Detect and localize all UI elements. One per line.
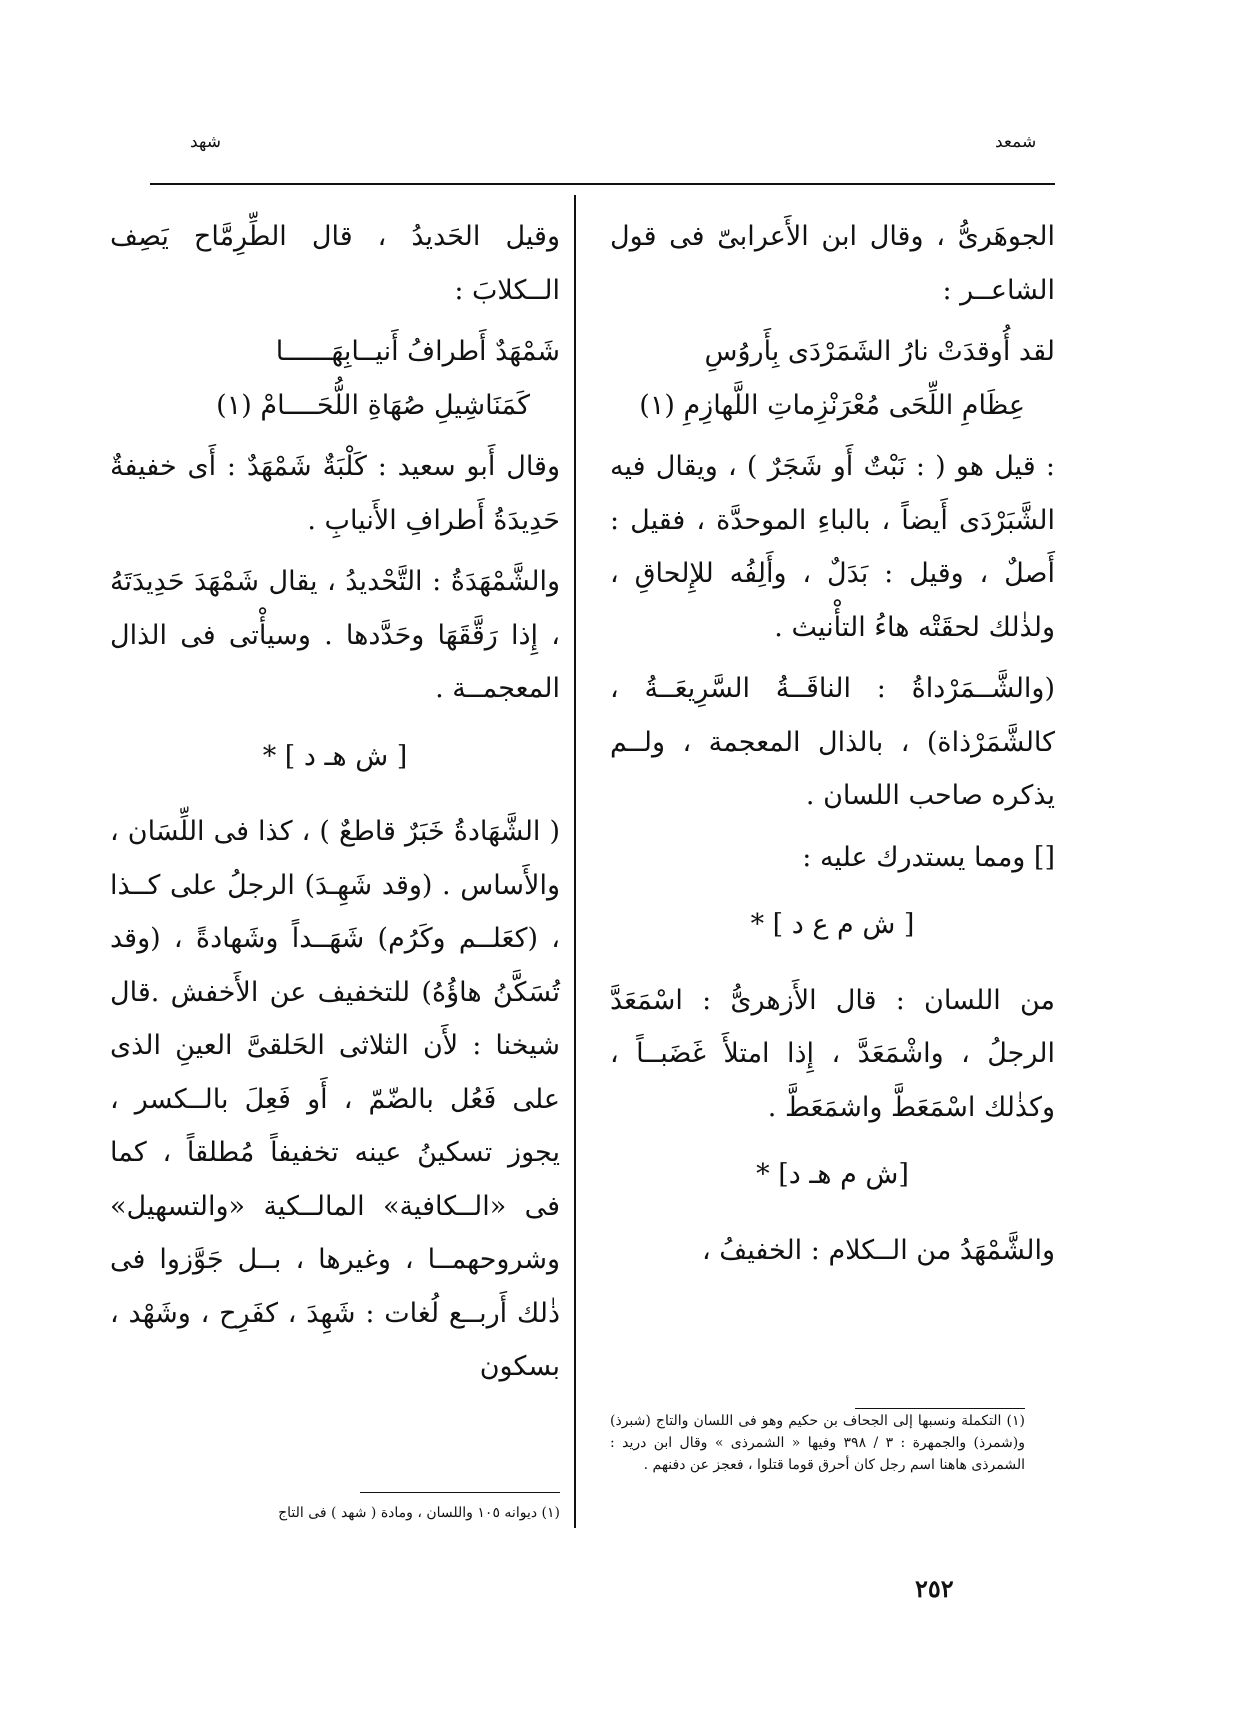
entry-heading: [ ش م ع د ] *	[750, 909, 915, 940]
entry-text: : قيل هو ( : نَبْتٌ أَو شَجَرٌ ) ، ويقال فيه الشَّبَرْدَى أَيضاً ، بالباءِ الموحدَّة ، فقيل : أَصلٌ ، وقيل : بَدَلٌ ، وأَلِفُه للإِلحاقِ ، ولذٰلك لحقَتْه هاءُ التأْنيث .	[610, 451, 1055, 643]
entry-heading: [ش م هـ د] *	[756, 1159, 909, 1190]
footnote-rule	[360, 1492, 560, 1493]
page-number: ٢٥٢	[915, 1574, 954, 1603]
footnote-right: (١) التكملة ونسبها إلى الجحاف بن حكيم وهو فى اللسان والتاج (شبرذ) و(شمرذ) والجمهرة : ٣ / ٣٩٨ وفيها « الشمرذى » وقال ابن دريد : الشمرذى هاهنا اسم رجل كان أحرق قوما قتلوا ، فعجز عن دفنهم .	[610, 1413, 1025, 1473]
column-divider	[574, 195, 576, 1528]
entry-heading: [ ش هـ د ] *	[262, 740, 408, 772]
verse-line: شَمْهَدٌ أَطرافُ أَنيــابِهَــــــا	[275, 336, 560, 367]
entry-text: [] ومما يستدرك عليه :	[802, 841, 1055, 873]
entry-text: والشَّمْهَدُ من الــكلام : الخفيفُ ،	[701, 1234, 1055, 1266]
entry-text: (والشَّــمَرْداةُ : الناقَــةُ السَّرِيعَــةُ ، كالشَّمَرْذاة) ، بالذال المعجمة ، ولــم يذكره صاحب اللسان .	[610, 673, 1055, 811]
entry-text: وقيل الحَديدُ ، قال الطِّرِمَّاح يَصِف الــكلابَ :	[110, 221, 560, 306]
left-column	[110, 210, 560, 1402]
footnote-rule	[855, 1408, 1025, 1409]
entry-text: وقال أَبو سعيد : كَلْبَةٌ شَمْهَدٌ : أَى خفيفةٌ حَدِيدَةُ أَطرافِ الأَنيابِ .	[110, 451, 560, 536]
verse-line: عِظَامِ اللِّحَى مُعْرَنْزِماتِ اللَّهازِمِ (١)	[639, 389, 1025, 421]
footnote-left: (١) ديوانه ١٠٥ واللسان ، ومادة ( شهد ) فى التاج	[278, 1505, 560, 1521]
header-root-right: شمعد	[995, 132, 1037, 152]
header-rule	[150, 183, 1055, 185]
header-root-left: شهد	[190, 132, 222, 152]
entry-text: من اللسان : قال الأَزهرىُّ : اسْمَعَدَّ الرجلُ ، واشْمَعَدَّ ، إِذا امتلأَ غَضَبــاً ، وكذٰلك اسْمَعَطَّ واشمَعَطَّ .	[610, 984, 1055, 1123]
right-column	[610, 210, 1055, 1285]
entry-text: ( الشَّهَادةُ خَبَرٌ قاطعٌ ) ، كذا فى اللِّسَان ، والأَساس . (وقد شَهِـدَ) الرجلُ على كــذا ، (كعَلــم وكَرُم) شَهَــداً وشَهادةً ، (وقد تُسَكَّنُ هاؤُهُ) للتخفيف عن الأَخفش .قال شيخنا : لأَن الثلاثى الحَلقىَّ العينِ الذى على فَعُل بالضّمّ ، أَو فَعِلَ بالــكسر ، يجوز تسكينُ عينه تخفيفاً مُطلقاً ، كما فى «الــكافية» المالــكية «والتسهيل» وشروحهمــا ، وغيرها ، بــل جَوَّزوا فى ذٰلك أَربــع لُغات : شَهِدَ ، كفَرِح ، وشَهْد ، بسكون	[110, 816, 560, 1382]
entry-text: والشَّمْهَدَةُ : التَّحْديدُ ، يقال شَمْهَدَ حَدِيدَتَهُ ، إِذا رَقَّقَهَا وحَدَّدها . وسيأْتى فى الذال المعجمــة .	[110, 566, 560, 704]
entry-text: الجوهَرىُّ ، وقال ابن الأَعرابىّ فى قول الشاعــر :	[610, 221, 1055, 306]
verse-line: لقد أُوقدَتْ نارُ الشَمَرْدَى بِأَروُسِ	[704, 336, 1055, 367]
verse-line: كَمَنَاشِيلِ صُهَاةِ اللُّحَــــامْ (١)	[216, 389, 530, 421]
